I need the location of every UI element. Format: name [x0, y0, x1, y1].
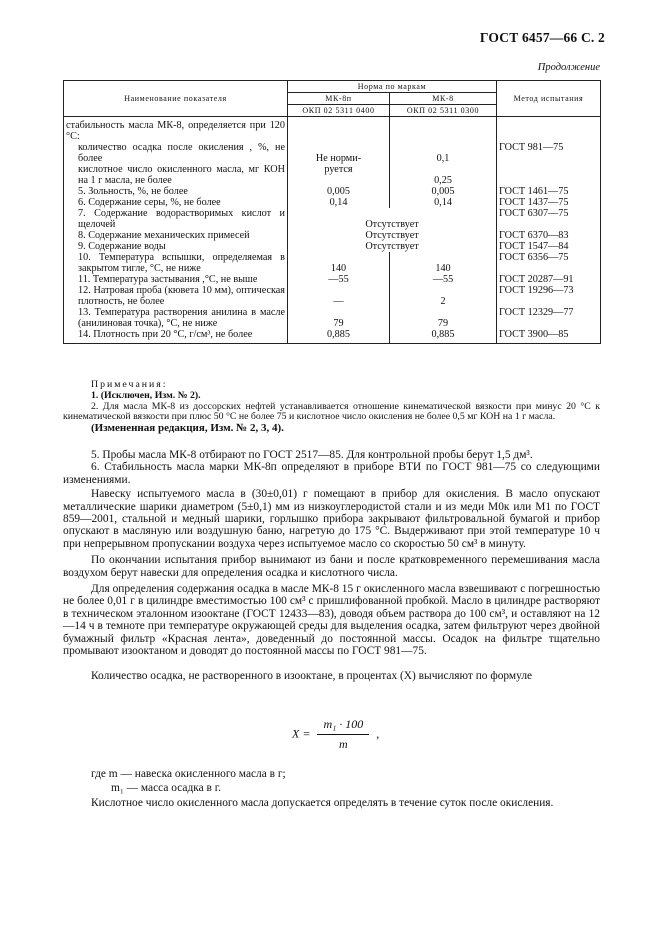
formula-legend [63, 768, 600, 809]
table-row [64, 230, 601, 241]
row-name: количество осадка после окисления , %, не более [64, 142, 288, 164]
row-name: стабильность масла МК-8, определяется при 120 °С: [64, 117, 288, 143]
table-row [64, 208, 601, 230]
value-mk8p: руется [288, 164, 390, 186]
value-mk8: 2 [390, 285, 497, 307]
page-header: ГОСТ 6457—66 С. 2 [479, 30, 605, 45]
value-mk8p: —55 [288, 274, 390, 285]
value-span: Отсутствует [288, 230, 497, 241]
table-row [64, 241, 601, 252]
value-mk8: 140 [390, 252, 497, 274]
method [497, 164, 601, 186]
formula [292, 717, 379, 752]
paragraph-7: Навеску испытуемого масла в (30±0,01) г помещают в прибор для окисления. В масло опускают металлические шарики диаметром (5±0,1) мм из низкоуглеродистой стали и из меди М0к или М1 по ГОСТ 859—2001, стальной и медный шарики, горлышко прибора закрывают фильтровальной бумагой и прибор опускают в масляную или воздушную баню, нагретую до 175 °С. Выдерживают при этой температуре 10 ч при непрерывном пропускании воздуха через испытуемое масло со скоростью 50 см³ в минуту. [63, 488, 600, 550]
row-name: 10. Температура вспышки, определяемая в закрытом тигле, °С, не ниже [64, 252, 288, 274]
value-mk8: 0,885 [390, 329, 497, 344]
method-text [63, 449, 600, 682]
table-row [64, 117, 601, 143]
continued-label: Продолжение [537, 62, 600, 73]
where-line-2: m₁ — масса осадка в г. [111, 782, 222, 795]
paragraph-11: Кислотное число окисленного масла допускается определять в течение суток после окисления. [91, 796, 554, 809]
value-mk8p: 140 [288, 252, 390, 274]
notes-heading: Примечания: [91, 379, 168, 390]
paragraph-6: 6. Стабильность масла марки МК-8п определяют в приборе ВТИ по ГОСТ 981—75 со следующими изменениями. [63, 461, 600, 486]
col-header-indicator: Наименование показателя [64, 81, 288, 117]
value-mk8p: Не норми- [288, 142, 390, 164]
table-row [64, 307, 601, 329]
col-header-okp1: ОКП 02 5311 0400 [288, 105, 390, 117]
paragraph-9: Для определения содержания осадка в масле МК-8 15 г окисленного масла взвешивают с погрешностью не более 0,01 г в цилиндре вместимостью 100 см³ с пришлифованной пробкой. Масло в цилиндре растворяют в техническом эталонном изооктане (ГОСТ 12433—83), доводя объем раствора до 100 см³, и оставляют на 12—14 ч в темноте при температуре окружающей среды для выделения осадка, затем фильтруют через двойной бумажный фильтр «Красная лента», доведенный до постоянной массы. Осадок на фильтре тщательно промывают изооктаном и доводят до постоянной массы по ГОСТ 981—75. [63, 583, 600, 658]
value-mk8: 0,14 [390, 197, 497, 208]
row-name: 7. Содержание водорастворимых кислот и щелочей [64, 208, 288, 230]
note-1: 1. (Исключен, Изм. № 2). [91, 389, 201, 401]
note-2: 2. Для масла МК-8 из доссорских нефтей устанавливается отношение кинематической вязкости при минус 20 °С к кинематической вязкости при плюс 50 °С не более 75 и кислотное число окисления не более 0,5 мг КОН на 1 г масла. [63, 400, 600, 423]
revision-note: (Измененная редакция, Изм. № 2, 3, 4). [91, 422, 284, 435]
method: ГОСТ 6356—75 [497, 252, 601, 274]
value-mk8: 0,25 [390, 164, 497, 186]
indicators-table [63, 80, 601, 344]
value-mk8p: 0,14 [288, 197, 390, 208]
row-name: кислотное число окисленного масла, мг КОН на 1 г масла, не более [64, 164, 288, 186]
where-line-1: где m — навеска окисленного масла в г; [91, 768, 286, 780]
row-name: 6. Содержание серы, %, не более [64, 197, 288, 208]
table-row [64, 164, 601, 186]
method: ГОСТ 19296—73 [497, 285, 601, 307]
row-name: 8. Содержание механических примесей [64, 230, 288, 241]
value-mk8: 0,005 [390, 186, 497, 197]
row-name: 5. Зольность, %, не более [64, 186, 288, 197]
row-name: 12. Натровая проба (кювета 10 мм), оптическая плотность, не более [64, 285, 288, 307]
formula-denominator: m [339, 737, 348, 751]
col-header-okp2: ОКП 02 5311 0300 [390, 105, 497, 117]
formula-fraction [317, 717, 369, 752]
table-row [64, 285, 601, 307]
row-name: 9. Содержание воды [64, 241, 288, 252]
value-mk8p: — [288, 285, 390, 307]
col-header-norm: Норма по маркам [288, 81, 497, 93]
formula-tail: , [376, 726, 380, 741]
method: ГОСТ 6370—83 [497, 230, 601, 241]
value-mk8: —55 [390, 274, 497, 285]
table-row [64, 329, 601, 344]
value-mk8p: 0,885 [288, 329, 390, 344]
row-name: 11. Температура застывания ,°С, не выше [64, 274, 288, 285]
method: ГОСТ 12329—77 [497, 307, 601, 329]
method: ГОСТ 6307—75 [497, 208, 601, 230]
table-row [64, 274, 601, 285]
value-mk8p: 0,005 [288, 186, 390, 197]
method: ГОСТ 1547—84 [497, 241, 601, 252]
notes-block [63, 380, 600, 434]
paragraph-5: 5. Пробы масла МК-8 отбирают по ГОСТ 2517—85. Для контрольной пробы берут 1,5 дм³. [91, 449, 533, 461]
row-name: 13. Температура растворения анилина в масле (анилиновая точка), °С, не ниже [64, 307, 288, 329]
formula-lhs: X = [292, 726, 311, 741]
method: ГОСТ 1437—75 [497, 197, 601, 208]
paragraph-8: По окончании испытания прибор вынимают из бани и после кратковременного перемешивания масла воздухом берут навески для определения осадка и кислотного числа. [63, 554, 600, 579]
value-span: Отсутствует [288, 241, 497, 252]
method: ГОСТ 20287—91 [497, 274, 601, 285]
paragraph-10: Количество осадка, не растворенного в изооктане, в процентах (X) вычисляют по формуле [91, 669, 533, 682]
value-mk8: 0,1 [390, 142, 497, 164]
value-span: Отсутствует [288, 208, 497, 230]
method: ГОСТ 1461—75 [497, 186, 601, 197]
table-row [64, 252, 601, 274]
formula-numerator: m₁ · 100 [317, 717, 369, 735]
value-mk8p: 79 [288, 307, 390, 329]
table-row [64, 197, 601, 208]
method: ГОСТ 981—75 [497, 142, 601, 164]
col-header-method: Метод испытания [497, 81, 601, 117]
col-header-mk8p: МК-8п [288, 93, 390, 105]
table-row [64, 142, 601, 164]
method: ГОСТ 3900—85 [497, 329, 601, 344]
row-name: 14. Плотность при 20 °С, г/см³, не более [64, 329, 288, 344]
value-mk8: 79 [390, 307, 497, 329]
col-header-mk8: МК-8 [390, 93, 497, 105]
table-row [64, 186, 601, 197]
